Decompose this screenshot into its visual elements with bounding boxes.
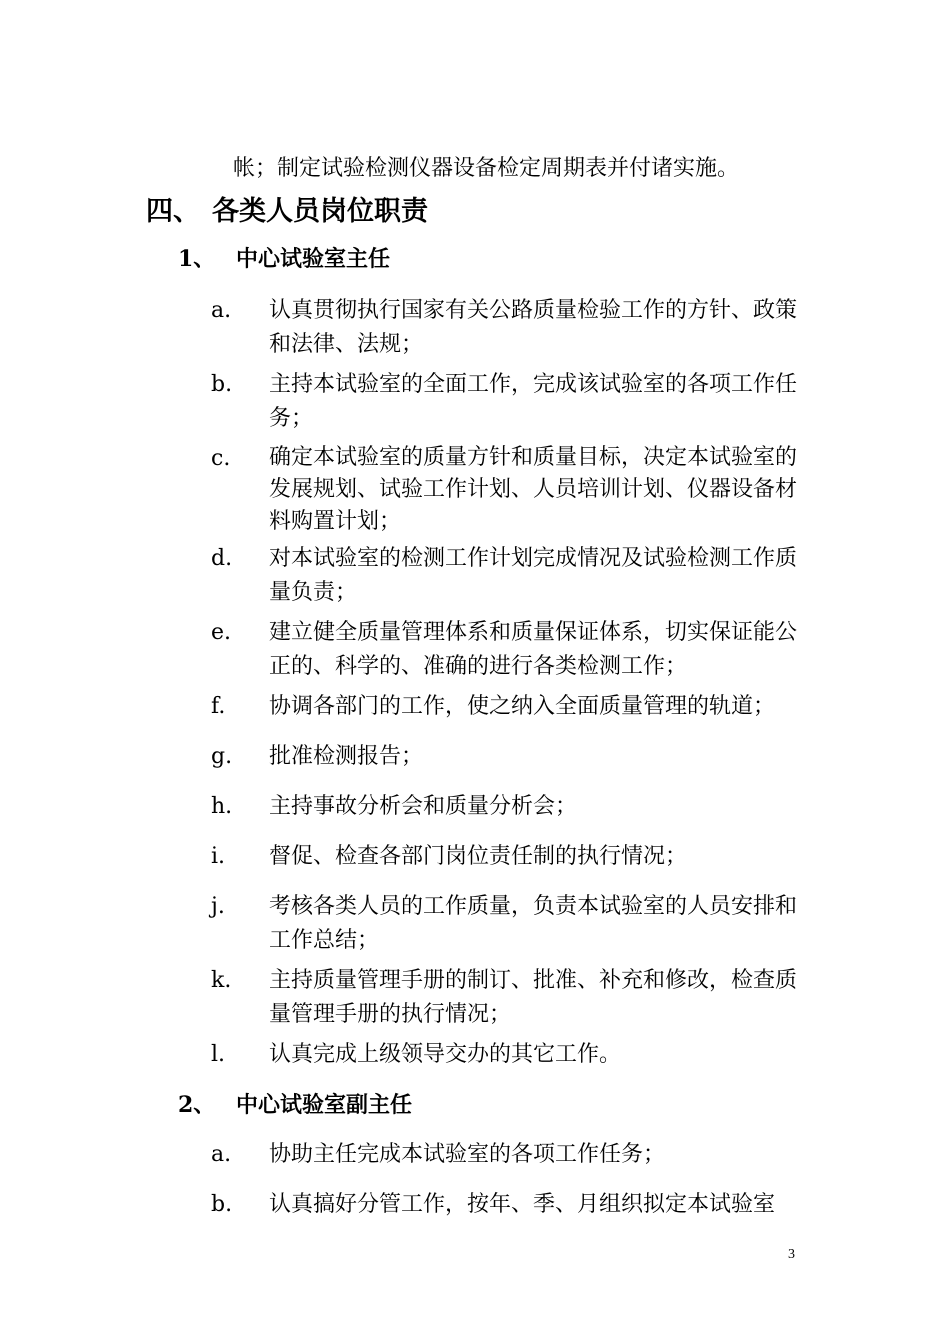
section-heading [146,192,428,232]
subsection-title: 中心试验室主任 [236,246,391,272]
section-title: 各类人员岗位职责 [212,196,428,227]
item-text: 认真搞好分管工作，按年、季、月组织拟定本试验室 [269,1192,776,1217]
item-label: b. [211,1192,233,1217]
subsection-heading [178,242,390,276]
item-text: 督促、检查各部门岗位责任制的执行情况； [269,844,688,869]
item-label: l. [211,1042,226,1067]
item-label: c. [211,446,231,471]
item-label: a. [211,1142,232,1167]
continuation-text: 帐；制定试验检测仪器设备检定周期表并付诸实施。 [233,156,740,181]
subsection-number: 2、 [178,1092,216,1118]
item-text: 认真完成上级领导交办的其它工作。 [269,1042,622,1067]
item-text: 建立健全质量管理体系和质量保证体系，切实保证能公正的、科学的、准确的进行各类检测工作； [269,620,798,679]
item-text: 考核各类人员的工作质量，负责本试验室的人员安排和工作总结； [269,894,798,953]
item-label: d. [211,546,233,571]
item-text: 批准检测报告； [269,744,424,769]
item-text: 确定本试验室的质量方针和质量目标，决定本试验室的发展规划、试验工作计划、人员培训计划、仪器设备材料购置计划； [269,445,798,534]
item-label: b. [211,372,233,397]
item-text: 主持事故分析会和质量分析会； [269,794,578,819]
subsection-number: 1、 [178,246,216,272]
item-text: 主持本试验室的全面工作，完成该试验室的各项工作任务； [269,372,798,431]
subsection-title: 中心试验室副主任 [236,1092,413,1118]
item-text: 协助主任完成本试验室的各项工作任务； [269,1142,666,1167]
item-label: h. [211,794,233,819]
item-label: j. [211,894,225,919]
item-label: f. [211,694,226,719]
item-text: 协调各部门的工作，使之纳入全面质量管理的轨道； [269,694,776,719]
item-label: i. [211,844,226,869]
page-number: 3 [788,1247,795,1262]
item-label: g. [211,744,233,769]
item-text: 主持质量管理手册的制订、批准、补充和修改，检查质量管理手册的执行情况； [269,968,798,1027]
item-label: e. [211,620,232,645]
item-text: 对本试验室的检测工作计划完成情况及试验检测工作质量负责； [269,546,798,605]
subsection-heading [178,1088,412,1122]
item-label: a. [211,298,232,323]
section-number: 四、 [146,196,200,227]
item-label: k. [211,968,232,993]
item-text: 认真贯彻执行国家有关公路质量检验工作的方针、政策和法律、法规； [269,298,798,357]
